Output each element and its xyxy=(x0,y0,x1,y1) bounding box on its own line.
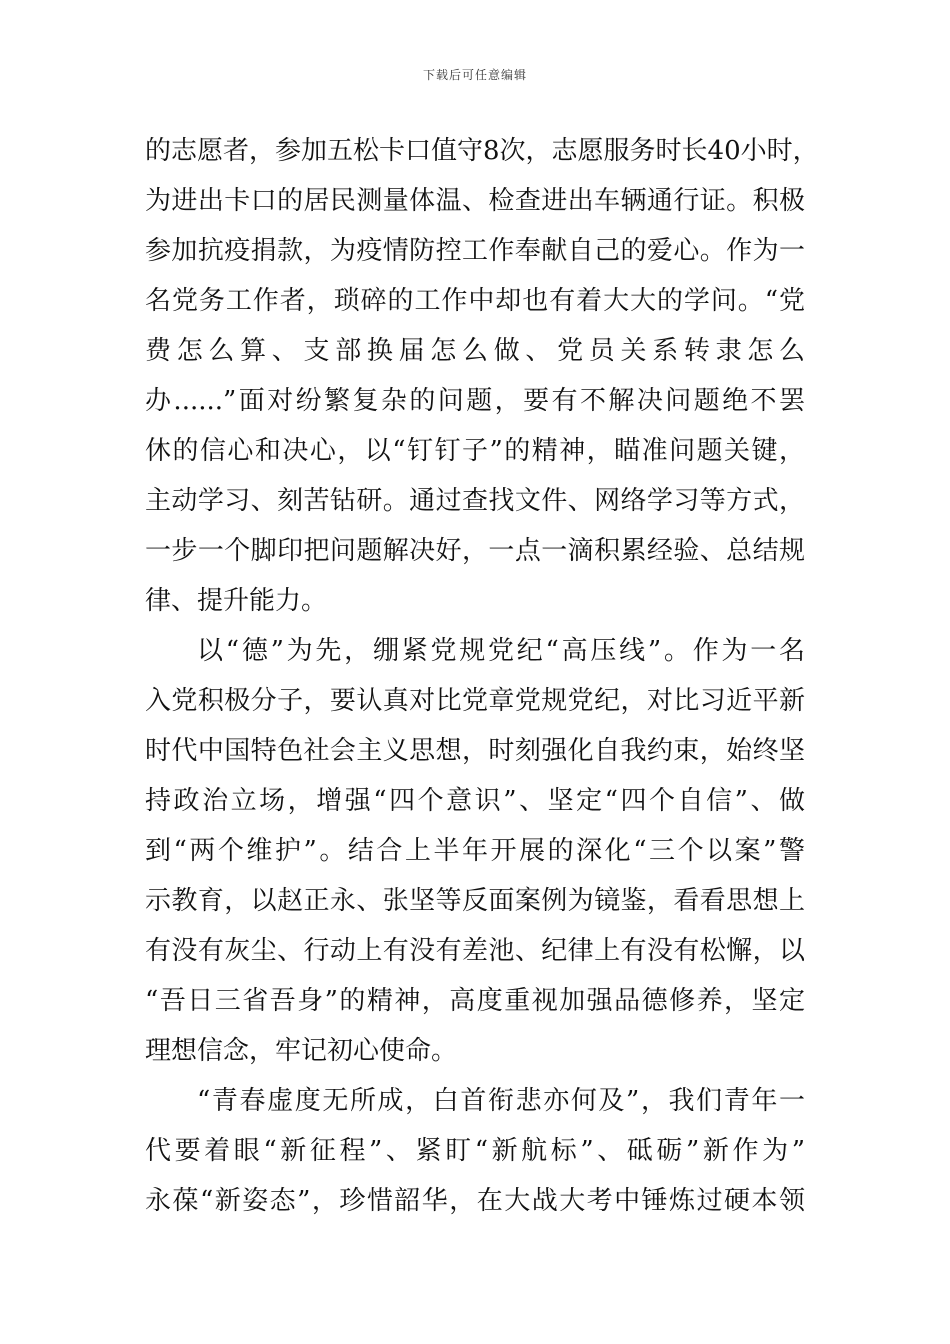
p3-line-2: 代要着眼“新征程”、紧盯“新航标”、砥砺”新作为” xyxy=(145,1136,805,1166)
p2-line-8: “吾日三省吾身”的精神，高度重视加强品德修养，坚定 xyxy=(145,986,805,1016)
p1-line-10: 律、提升能力。 xyxy=(145,586,328,616)
p2-line-1: 以“德”为先，绷紧党规党纪“高压线”。作为一名 xyxy=(197,636,805,666)
p1-line-8: 主动学习、刻苦钻研。通过查找文件、网络学习等方式， xyxy=(145,486,805,516)
p2-line-5: 到“两个维护”。结合上半年开展的深化“三个以案”警 xyxy=(145,836,805,866)
p3-line-3: 永葆“新姿态”，珍惜韶华，在大战大考中锤炼过硬本领 xyxy=(145,1186,805,1216)
p2-line-6: 示教育，以赵正永、张坚等反面案例为镜鉴，看看思想上 xyxy=(145,886,805,916)
p2-line-3: 时代中国特色社会主义思想，时刻强化自我约束，始终坚 xyxy=(145,736,805,766)
p1-line-7: 休的信心和决心，以“钉钉子”的精神，瞄准问题关键， xyxy=(145,436,805,466)
p2-line-9: 理想信念，牢记初心使命。 xyxy=(145,1036,458,1066)
p2-line-4: 持政治立场，增强“四个意识”、坚定“四个自信”、做 xyxy=(145,786,805,816)
p3-line-1: “青春虚度无所成，白首衔悲亦何及”，我们青年一 xyxy=(197,1086,805,1116)
page-header-note: 下载后可任意编辑 xyxy=(422,68,527,82)
p1-line-6: 办......”面对纷繁复杂的问题，要有不解决问题绝不罢 xyxy=(145,386,805,416)
p1-line-1: 的志愿者，参加五松卡口值守8次，志愿服务时长40小时， xyxy=(145,136,819,166)
p1-line-2: 为进出卡口的居民测量体温、检查进出车辆通行证。积极 xyxy=(145,186,805,216)
p1-line-4: 名党务工作者，琐碎的工作中却也有着大大的学问。“党 xyxy=(145,286,805,316)
p1-line-9: 一步一个脚印把问题解决好，一点一滴积累经验、总结规 xyxy=(145,536,805,566)
p1-line-5: 费怎么算、支部换届怎么做、党员关系转隶怎么 xyxy=(145,336,805,366)
p2-line-7: 有没有灰尘、行动上有没有差池、纪律上有没有松懈，以 xyxy=(145,936,805,966)
p1-line-3: 参加抗疫捐款，为疫情防控工作奉献自己的爱心。作为一 xyxy=(145,236,805,266)
p2-line-2: 入党积极分子，要认真对比党章党规党纪，对比习近平新 xyxy=(145,686,805,716)
